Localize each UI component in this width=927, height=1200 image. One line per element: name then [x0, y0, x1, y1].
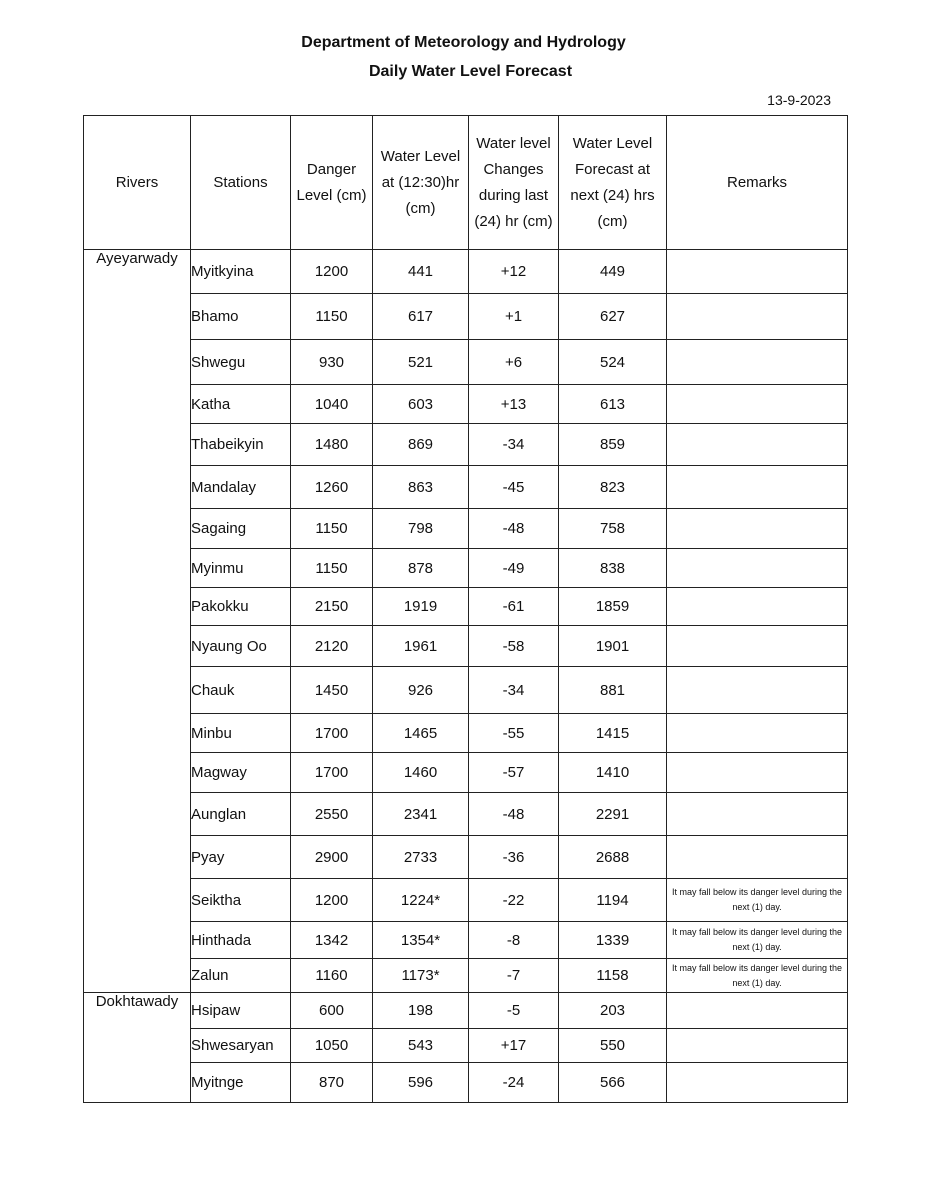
forecast-cell: 550 [559, 1029, 667, 1063]
level-change-cell: -57 [469, 753, 559, 793]
station-name: Bhamo [191, 294, 291, 340]
remark-cell: It may fall below its danger level during the next (1) day. [667, 959, 848, 993]
water-level-cell: 617 [373, 294, 469, 340]
table-row [84, 466, 848, 509]
level-change-cell: -5 [469, 993, 559, 1029]
forecast-cell: 613 [559, 385, 667, 424]
water-level-cell: 543 [373, 1029, 469, 1063]
forecast-cell: 758 [559, 509, 667, 549]
danger-level-cell: 1160 [291, 959, 373, 993]
station-name: Hsipaw [191, 993, 291, 1029]
water-level-cell: 863 [373, 466, 469, 509]
danger-level-cell: 1260 [291, 466, 373, 509]
danger-level-cell: 1700 [291, 753, 373, 793]
remark-cell [667, 667, 848, 714]
remark-cell [667, 588, 848, 626]
forecast-cell: 1415 [559, 714, 667, 753]
water-level-cell: 1961 [373, 626, 469, 667]
table-row [84, 793, 848, 836]
station-name: Hinthada [191, 922, 291, 959]
table-row [84, 993, 848, 1029]
water-level-cell: 198 [373, 993, 469, 1029]
level-change-cell: +12 [469, 250, 559, 294]
remark-cell [667, 626, 848, 667]
level-change-cell: +17 [469, 1029, 559, 1063]
remark-cell [667, 1029, 848, 1063]
danger-level-cell: 1200 [291, 250, 373, 294]
danger-level-cell: 2550 [291, 793, 373, 836]
danger-level-cell: 2150 [291, 588, 373, 626]
header-water-level: Water Level at (12:30)hr (cm) [373, 116, 469, 250]
water-level-cell: 1919 [373, 588, 469, 626]
forecast-cell: 627 [559, 294, 667, 340]
water-level-cell: 441 [373, 250, 469, 294]
level-change-cell: -48 [469, 793, 559, 836]
water-level-cell: 878 [373, 549, 469, 588]
table-row [84, 250, 848, 294]
forecast-cell: 881 [559, 667, 667, 714]
forecast-cell: 2291 [559, 793, 667, 836]
danger-level-cell: 1480 [291, 424, 373, 466]
danger-level-cell: 1150 [291, 549, 373, 588]
remark-cell [667, 753, 848, 793]
header-stations: Stations [191, 116, 291, 250]
table-body [84, 250, 848, 1103]
forecast-cell: 838 [559, 549, 667, 588]
header-danger-level: Danger Level (cm) [291, 116, 373, 250]
table-row [84, 667, 848, 714]
header-remarks: Remarks [667, 116, 848, 250]
water-level-cell: 1354* [373, 922, 469, 959]
forecast-cell: 1901 [559, 626, 667, 667]
remark-cell: It may fall below its danger level during the next (1) day. [667, 879, 848, 922]
table-row [84, 626, 848, 667]
danger-level-cell: 600 [291, 993, 373, 1029]
level-change-cell: -34 [469, 424, 559, 466]
danger-level-cell: 930 [291, 340, 373, 385]
station-name: Katha [191, 385, 291, 424]
water-level-table [83, 115, 848, 1103]
station-name: Shwesaryan [191, 1029, 291, 1063]
forecast-cell: 566 [559, 1063, 667, 1103]
station-name: Sagaing [191, 509, 291, 549]
level-change-cell: +13 [469, 385, 559, 424]
remark-cell [667, 424, 848, 466]
header-level-change: Water level Changes during last (24) hr (cm) [469, 116, 559, 250]
station-name: Nyaung Oo [191, 626, 291, 667]
level-change-cell: -61 [469, 588, 559, 626]
table-header-row [84, 116, 848, 250]
station-name: Chauk [191, 667, 291, 714]
station-name: Minbu [191, 714, 291, 753]
table-row [84, 714, 848, 753]
water-level-cell: 521 [373, 340, 469, 385]
forecast-cell: 449 [559, 250, 667, 294]
station-name: Seiktha [191, 879, 291, 922]
forecast-cell: 203 [559, 993, 667, 1029]
water-level-cell: 1460 [373, 753, 469, 793]
remark-cell [667, 250, 848, 294]
forecast-cell: 2688 [559, 836, 667, 879]
table-row [84, 588, 848, 626]
remark-cell [667, 836, 848, 879]
water-level-cell: 926 [373, 667, 469, 714]
table-row [84, 879, 848, 922]
danger-level-cell: 1050 [291, 1029, 373, 1063]
level-change-cell: +1 [469, 294, 559, 340]
danger-level-cell: 870 [291, 1063, 373, 1103]
water-level-cell: 603 [373, 385, 469, 424]
forecast-cell: 1339 [559, 922, 667, 959]
remark-cell [667, 1063, 848, 1103]
danger-level-cell: 2120 [291, 626, 373, 667]
level-change-cell: -24 [469, 1063, 559, 1103]
water-level-cell: 798 [373, 509, 469, 549]
header-rivers: Rivers [84, 116, 191, 250]
level-change-cell: -45 [469, 466, 559, 509]
remark-cell [667, 793, 848, 836]
station-name: Pakokku [191, 588, 291, 626]
table-row [84, 385, 848, 424]
forecast-cell: 524 [559, 340, 667, 385]
station-name: Myinmu [191, 549, 291, 588]
danger-level-cell: 1150 [291, 509, 373, 549]
table-row [84, 424, 848, 466]
forecast-cell: 823 [559, 466, 667, 509]
station-name: Mandalay [191, 466, 291, 509]
water-level-cell: 596 [373, 1063, 469, 1103]
level-change-cell: -58 [469, 626, 559, 667]
level-change-cell: -7 [469, 959, 559, 993]
remark-cell [667, 294, 848, 340]
level-change-cell: +6 [469, 340, 559, 385]
level-change-cell: -34 [469, 667, 559, 714]
water-level-cell: 1465 [373, 714, 469, 753]
level-change-cell: -49 [469, 549, 559, 588]
table-row [84, 753, 848, 793]
danger-level-cell: 2900 [291, 836, 373, 879]
station-name: Aunglan [191, 793, 291, 836]
water-level-cell: 1173* [373, 959, 469, 993]
remark-cell [667, 993, 848, 1029]
table-row [84, 836, 848, 879]
document-subtitle: Daily Water Level Forecast [368, 63, 573, 80]
danger-level-cell: 1040 [291, 385, 373, 424]
remark-cell [667, 385, 848, 424]
remark-cell [667, 466, 848, 509]
danger-level-cell: 1700 [291, 714, 373, 753]
station-name: Thabeikyin [191, 424, 291, 466]
station-name: Shwegu [191, 340, 291, 385]
forecast-cell: 1410 [559, 753, 667, 793]
level-change-cell: -8 [469, 922, 559, 959]
remark-cell [667, 340, 848, 385]
table-row [84, 1063, 848, 1103]
danger-level-cell: 1450 [291, 667, 373, 714]
water-level-cell: 2733 [373, 836, 469, 879]
station-name: Magway [191, 753, 291, 793]
table-row [84, 922, 848, 959]
water-level-cell: 1224* [373, 879, 469, 922]
station-name: Pyay [191, 836, 291, 879]
level-change-cell: -55 [469, 714, 559, 753]
table-row [84, 959, 848, 993]
remark-cell: It may fall below its danger level during the next (1) day. [667, 922, 848, 959]
remark-cell [667, 714, 848, 753]
forecast-cell: 1194 [559, 879, 667, 922]
danger-level-cell: 1150 [291, 294, 373, 340]
table-row [84, 340, 848, 385]
forecast-cell: 1158 [559, 959, 667, 993]
river-name: Dokhtawady [84, 993, 191, 1103]
remark-cell [667, 509, 848, 549]
danger-level-cell: 1342 [291, 922, 373, 959]
forecast-cell: 859 [559, 424, 667, 466]
river-name: Ayeyarwady [84, 250, 191, 993]
water-level-cell: 869 [373, 424, 469, 466]
table-row [84, 294, 848, 340]
table-row [84, 549, 848, 588]
forecast-cell: 1859 [559, 588, 667, 626]
level-change-cell: -36 [469, 836, 559, 879]
danger-level-cell: 1200 [291, 879, 373, 922]
water-level-cell: 2341 [373, 793, 469, 836]
station-name: Zalun [191, 959, 291, 993]
level-change-cell: -22 [469, 879, 559, 922]
report-date: 13-9-2023 [767, 92, 831, 108]
table-row [84, 1029, 848, 1063]
level-change-cell: -48 [469, 509, 559, 549]
table-row [84, 509, 848, 549]
document-title: Department of Meteorology and Hydrology [301, 34, 626, 51]
header-forecast: Water Level Forecast at next (24) hrs (cm) [559, 116, 667, 250]
remark-cell [667, 549, 848, 588]
station-name: Myitkyina [191, 250, 291, 294]
station-name: Myitnge [191, 1063, 291, 1103]
